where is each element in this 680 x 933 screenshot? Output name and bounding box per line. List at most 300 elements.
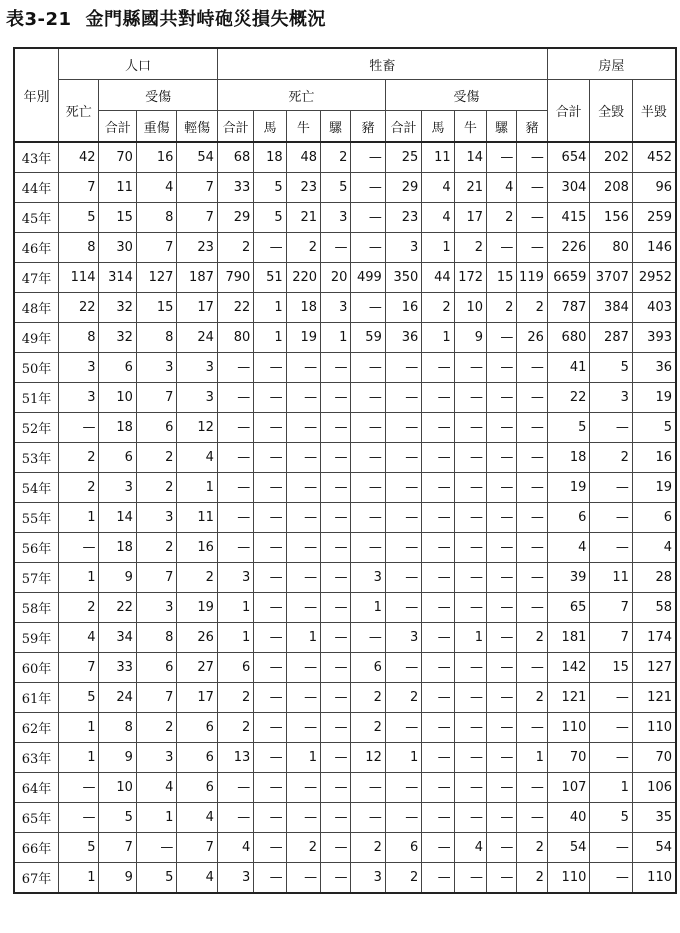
table-cell: — — [286, 443, 320, 473]
table-cell: 15 — [590, 653, 633, 683]
table-cell: — — [351, 443, 385, 473]
table-cell: 18 — [254, 142, 286, 173]
table-cell: 3 — [351, 863, 385, 894]
table-cell: — — [454, 503, 486, 533]
table-cell: 350 — [385, 263, 421, 293]
table-cell: — — [454, 743, 486, 773]
table-cell: 384 — [590, 293, 633, 323]
table-cell: — — [321, 743, 351, 773]
table-cell: — — [517, 713, 548, 743]
table-cell: 24 — [177, 323, 217, 353]
table-cell: — — [254, 533, 286, 563]
table-cell: — — [254, 413, 286, 443]
table-cell: 2 — [321, 142, 351, 173]
table-cell: 7 — [590, 593, 633, 623]
table-cell: 23 — [286, 173, 320, 203]
table-cell: — — [487, 623, 517, 653]
table-cell: — — [286, 383, 320, 413]
table-cell: — — [385, 563, 421, 593]
table-cell: 21 — [454, 173, 486, 203]
table-cell: 2 — [136, 713, 176, 743]
table-cell: 3 — [217, 563, 253, 593]
table-cell: 16 — [177, 533, 217, 563]
table-cell: 6 — [177, 713, 217, 743]
table-cell: — — [487, 713, 517, 743]
table-cell: — — [487, 233, 517, 263]
table-cell: — — [321, 683, 351, 713]
table-cell: — — [59, 773, 99, 803]
table-cell: 1 — [517, 743, 548, 773]
table-cell: 28 — [632, 563, 676, 593]
table-cell: 6 — [99, 443, 136, 473]
table-cell: 19 — [632, 473, 676, 503]
table-cell: — — [422, 503, 454, 533]
table-cell: 22 — [99, 593, 136, 623]
table-cell: 4 — [59, 623, 99, 653]
table-cell: 29 — [217, 203, 253, 233]
table-cell: 174 — [632, 623, 676, 653]
table-cell: — — [487, 833, 517, 863]
table-cell: — — [487, 563, 517, 593]
table-cell: 2 — [136, 443, 176, 473]
table-cell: 9 — [99, 863, 136, 894]
table-cell: — — [286, 683, 320, 713]
table-cell: 42 — [59, 142, 99, 173]
table-cell: — — [422, 863, 454, 894]
table-cell: 32 — [99, 323, 136, 353]
table-cell: — — [422, 713, 454, 743]
table-row — [14, 443, 676, 473]
table-cell: — — [590, 473, 633, 503]
table-cell: 110 — [632, 863, 676, 894]
table-cell: — — [254, 503, 286, 533]
table-cell: — — [487, 142, 517, 173]
table-cell: — — [487, 593, 517, 623]
table-cell: 1 — [385, 743, 421, 773]
table-cell: 32 — [99, 293, 136, 323]
table-cell: — — [422, 803, 454, 833]
table-cell: 19 — [547, 473, 590, 503]
table-cell: 2 — [59, 473, 99, 503]
table-cell: 4 — [487, 173, 517, 203]
table-cell: 2 — [517, 623, 548, 653]
table-cell: 1 — [59, 563, 99, 593]
table-cell: — — [321, 503, 351, 533]
table-cell: 7 — [136, 563, 176, 593]
table-cell: 11 — [177, 503, 217, 533]
table-cell: 1 — [59, 863, 99, 894]
header-destroyed: 全毀 — [590, 80, 633, 143]
table-row — [14, 653, 676, 683]
table-cell: — — [454, 773, 486, 803]
table-cell: 110 — [547, 863, 590, 894]
table-row — [14, 323, 676, 353]
table-cell: — — [321, 443, 351, 473]
table-cell: — — [422, 593, 454, 623]
table-cell: — — [454, 683, 486, 713]
table-cell: 1 — [422, 233, 454, 263]
table-cell: — — [487, 803, 517, 833]
year-cell: 59年 — [14, 623, 59, 653]
header-serious: 重傷 — [136, 111, 176, 143]
table-row — [14, 533, 676, 563]
table-cell: 9 — [454, 323, 486, 353]
table-cell: — — [422, 563, 454, 593]
table-cell: 6 — [632, 503, 676, 533]
table-cell: — — [422, 353, 454, 383]
table-row — [14, 413, 676, 443]
table-cell: — — [590, 713, 633, 743]
table-cell: — — [422, 833, 454, 863]
table-cell: 2952 — [632, 263, 676, 293]
table-row — [14, 713, 676, 743]
table-cell: 23 — [385, 203, 421, 233]
table-cell: 4 — [177, 443, 217, 473]
table-cell: — — [254, 473, 286, 503]
table-cell: — — [385, 413, 421, 443]
year-cell: 63年 — [14, 743, 59, 773]
table-cell: 11 — [422, 142, 454, 173]
table-row — [14, 623, 676, 653]
table-cell: — — [454, 863, 486, 894]
table-cell: 24 — [99, 683, 136, 713]
table-cell: 2 — [517, 833, 548, 863]
table-cell: — — [385, 593, 421, 623]
table-cell: 15 — [136, 293, 176, 323]
table-cell: — — [321, 473, 351, 503]
table-cell: 2 — [487, 293, 517, 323]
table-cell: 14 — [454, 142, 486, 173]
table-cell: 3 — [136, 743, 176, 773]
year-cell: 43年 — [14, 142, 59, 173]
table-cell: — — [422, 773, 454, 803]
year-cell: 57年 — [14, 563, 59, 593]
table-cell: 10 — [454, 293, 486, 323]
table-cell: 208 — [590, 173, 633, 203]
table-cell: 2 — [217, 683, 253, 713]
table-cell: 220 — [286, 263, 320, 293]
table-cell: 59 — [351, 323, 385, 353]
table-cell: 33 — [99, 653, 136, 683]
table-cell: — — [254, 443, 286, 473]
table-cell: — — [254, 353, 286, 383]
table-cell: — — [422, 443, 454, 473]
table-cell: — — [422, 743, 454, 773]
table-cell: — — [321, 653, 351, 683]
table-cell: 40 — [547, 803, 590, 833]
table-cell: 6 — [351, 653, 385, 683]
table-cell: 2 — [517, 683, 548, 713]
header-year: 年別 — [14, 48, 59, 142]
table-cell: 27 — [177, 653, 217, 683]
table-cell: 2 — [286, 233, 320, 263]
table-cell: 3 — [351, 563, 385, 593]
table-cell: — — [286, 533, 320, 563]
table-cell: 146 — [632, 233, 676, 263]
table-cell: — — [385, 443, 421, 473]
table-cell: 2 — [136, 533, 176, 563]
table-cell: — — [487, 383, 517, 413]
table-cell: 1 — [59, 743, 99, 773]
table-cell: 2 — [217, 713, 253, 743]
table-cell: 1 — [286, 623, 320, 653]
year-cell: 66年 — [14, 833, 59, 863]
table-cell: 54 — [177, 142, 217, 173]
table-cell: — — [286, 473, 320, 503]
table-cell: — — [351, 293, 385, 323]
table-cell: 54 — [632, 833, 676, 863]
header-ls-injured: 受傷 — [385, 80, 547, 111]
year-cell: 62年 — [14, 713, 59, 743]
year-cell: 48年 — [14, 293, 59, 323]
header-minor: 輕傷 — [177, 111, 217, 143]
table-cell: 30 — [99, 233, 136, 263]
table-cell: 127 — [136, 263, 176, 293]
table-cell: — — [217, 383, 253, 413]
table-cell: 21 — [286, 203, 320, 233]
table-cell: 3 — [385, 623, 421, 653]
table-cell: 403 — [632, 293, 676, 323]
table-cell: — — [321, 533, 351, 563]
table-cell: 680 — [547, 323, 590, 353]
table-cell: 19 — [177, 593, 217, 623]
table-cell: 22 — [217, 293, 253, 323]
table-cell: 10 — [99, 383, 136, 413]
table-cell: 5 — [136, 863, 176, 894]
header-pop-dead: 死亡 — [59, 80, 99, 143]
table-cell: 2 — [517, 863, 548, 894]
table-cell: — — [286, 503, 320, 533]
table-cell: 70 — [99, 142, 136, 173]
table-cell: 11 — [590, 563, 633, 593]
table-row — [14, 743, 676, 773]
header-ls-dead-horse: 馬 — [254, 111, 286, 143]
table-cell: 110 — [547, 713, 590, 743]
table-cell: 18 — [547, 443, 590, 473]
table-cell: 19 — [632, 383, 676, 413]
table-cell: — — [517, 533, 548, 563]
table-cell: — — [59, 803, 99, 833]
table-cell: 15 — [487, 263, 517, 293]
table-row — [14, 353, 676, 383]
table-cell: 4 — [547, 533, 590, 563]
table-cell: 26 — [517, 323, 548, 353]
table-cell: — — [385, 653, 421, 683]
table-cell: 156 — [590, 203, 633, 233]
table-cell: — — [517, 563, 548, 593]
table-cell: 96 — [632, 173, 676, 203]
year-cell: 67年 — [14, 863, 59, 894]
table-cell: 415 — [547, 203, 590, 233]
table-cell: — — [254, 773, 286, 803]
table-cell: 452 — [632, 142, 676, 173]
table-cell: 259 — [632, 203, 676, 233]
table-cell: — — [321, 563, 351, 593]
table-cell: — — [286, 563, 320, 593]
table-cell: — — [217, 503, 253, 533]
table-cell: 7 — [177, 173, 217, 203]
table-cell: 7 — [99, 833, 136, 863]
table-cell: 5 — [321, 173, 351, 203]
table-cell: 2 — [286, 833, 320, 863]
table-cell: 44 — [422, 263, 454, 293]
header-ls-dead-total: 合計 — [217, 111, 253, 143]
table-cell: 3 — [136, 353, 176, 383]
table-cell: 17 — [177, 293, 217, 323]
table-cell: 107 — [547, 773, 590, 803]
table-cell: — — [422, 623, 454, 653]
table-cell: 29 — [385, 173, 421, 203]
table-cell: — — [351, 353, 385, 383]
table-cell: 142 — [547, 653, 590, 683]
table-cell: 1 — [321, 323, 351, 353]
table-cell: — — [254, 653, 286, 683]
table-cell: 314 — [99, 263, 136, 293]
header-ls-inj-total: 合計 — [385, 111, 421, 143]
table-cell: — — [454, 443, 486, 473]
table-cell: — — [487, 473, 517, 503]
table-cell: 36 — [385, 323, 421, 353]
table-cell: — — [351, 233, 385, 263]
table-cell: 106 — [632, 773, 676, 803]
table-cell: 6 — [99, 353, 136, 383]
table-cell: 4 — [177, 863, 217, 894]
table-cell: — — [217, 353, 253, 383]
table-cell: 12 — [177, 413, 217, 443]
header-ls-inj-cattle: 牛 — [454, 111, 486, 143]
table-cell: 2 — [351, 683, 385, 713]
year-cell: 44年 — [14, 173, 59, 203]
table-cell: — — [454, 353, 486, 383]
table-cell: 3 — [385, 233, 421, 263]
table-cell: 2 — [59, 443, 99, 473]
table-cell: 8 — [99, 713, 136, 743]
table-cell: 33 — [217, 173, 253, 203]
table-cell: 172 — [454, 263, 486, 293]
table-cell: 22 — [59, 293, 99, 323]
table-cell: 80 — [217, 323, 253, 353]
table-cell: 48 — [286, 142, 320, 173]
table-row — [14, 142, 676, 173]
table-cell: — — [517, 503, 548, 533]
table-cell: 25 — [385, 142, 421, 173]
table-row — [14, 863, 676, 894]
table-cell: — — [254, 863, 286, 894]
table-cell: — — [454, 593, 486, 623]
table-cell: 304 — [547, 173, 590, 203]
table-cell: 26 — [177, 623, 217, 653]
table-cell: — — [286, 773, 320, 803]
table-cell: 58 — [632, 593, 676, 623]
table-cell: — — [217, 413, 253, 443]
table-cell: 654 — [547, 142, 590, 173]
table-cell: 3 — [59, 383, 99, 413]
table-cell: — — [517, 233, 548, 263]
table-cell: — — [590, 683, 633, 713]
table-cell: — — [590, 413, 633, 443]
table-cell: 1 — [254, 323, 286, 353]
table-cell: 6 — [217, 653, 253, 683]
table-cell: 70 — [547, 743, 590, 773]
table-cell: — — [286, 593, 320, 623]
table-cell: — — [321, 383, 351, 413]
table-cell: 5 — [632, 413, 676, 443]
table-cell: 4 — [422, 203, 454, 233]
table-cell: 6659 — [547, 263, 590, 293]
table-row — [14, 383, 676, 413]
table-cell: — — [422, 533, 454, 563]
table-cell: — — [517, 593, 548, 623]
table-cell: 287 — [590, 323, 633, 353]
table-cell: 7 — [177, 203, 217, 233]
table-cell: 110 — [632, 713, 676, 743]
table-cell: 36 — [632, 353, 676, 383]
table-cell: 1 — [59, 713, 99, 743]
table-cell: — — [321, 773, 351, 803]
header-ls-dead-cattle: 牛 — [286, 111, 320, 143]
table-cell: 5 — [99, 803, 136, 833]
table-cell: — — [385, 353, 421, 383]
table-cell: 1 — [59, 503, 99, 533]
table-cell: — — [217, 773, 253, 803]
table-cell: — — [590, 533, 633, 563]
table-cell: 2 — [351, 833, 385, 863]
table-cell: — — [487, 863, 517, 894]
table-cell: 3 — [177, 383, 217, 413]
table-cell: — — [590, 503, 633, 533]
table-cell: — — [321, 713, 351, 743]
header-livestock: 牲畜 — [217, 48, 547, 80]
year-cell: 52年 — [14, 413, 59, 443]
table-cell: 4 — [632, 533, 676, 563]
table-cell: 70 — [632, 743, 676, 773]
table-cell: 22 — [547, 383, 590, 413]
table-cell: 16 — [632, 443, 676, 473]
table-cell: — — [487, 353, 517, 383]
table-cell: 5 — [547, 413, 590, 443]
table-cell: — — [59, 413, 99, 443]
header-ls-inj-pig: 豬 — [517, 111, 548, 143]
table-cell: 1 — [254, 293, 286, 323]
table-cell: — — [454, 473, 486, 503]
table-cell: 1 — [590, 773, 633, 803]
header-housing: 房屋 — [547, 48, 676, 80]
table-cell: 8 — [136, 623, 176, 653]
table-cell: — — [385, 713, 421, 743]
table-cell: 3 — [321, 293, 351, 323]
table-cell: 18 — [99, 413, 136, 443]
table-cell: 39 — [547, 563, 590, 593]
table-cell: — — [217, 443, 253, 473]
table-cell: — — [517, 353, 548, 383]
table-cell: — — [321, 803, 351, 833]
table-cell: 127 — [632, 653, 676, 683]
table-cell: — — [517, 773, 548, 803]
table-cell: 51 — [254, 263, 286, 293]
table-cell: — — [286, 803, 320, 833]
table-cell: 12 — [351, 743, 385, 773]
header-pop-injured: 受傷 — [99, 80, 217, 111]
table-cell: 393 — [632, 323, 676, 353]
table-cell: 5 — [59, 833, 99, 863]
table-cell: — — [487, 653, 517, 683]
table-cell: — — [136, 833, 176, 863]
table-cell: — — [517, 413, 548, 443]
table-cell: — — [517, 803, 548, 833]
table-cell: — — [254, 593, 286, 623]
table-cell: 114 — [59, 263, 99, 293]
table-cell: 6 — [177, 743, 217, 773]
